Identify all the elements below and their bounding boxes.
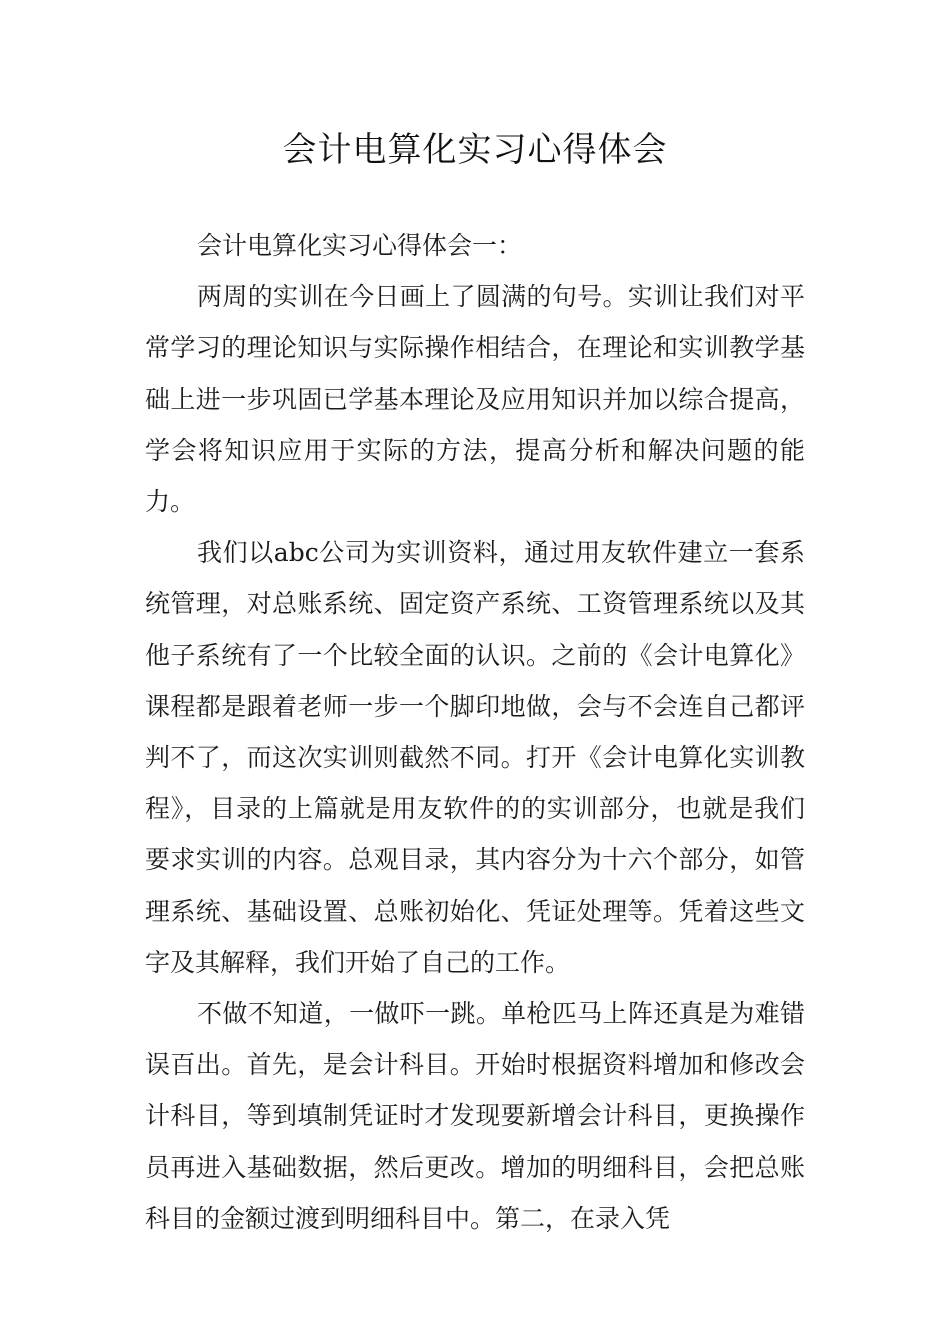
paragraph: 我们以abc公司为实训资料，通过用友软件建立一套系统管理，对总账系统、固定资产系统、工资管理系统以及其他子系统有了一个比较全面的认识。之前的《会计电算化》课程都是跟着老师一步一个脚印地做，会与不会连自己都评判不了，而这次实训则截然不同。打开《会计电算化实训教程》，目录的上篇就是用友软件的的实训部分，也就是我们要求实训的内容。总观目录，其内容分为十六个部分，如管理系统、基础设置、总账初始化、凭证处理等。凭着这些文字及其解释，我们开始了自己的工作。 bbox=[145, 538, 805, 977]
paragraph: 两周的实训在今日画上了圆满的句号。实训让我们对平常学习的理论知识与实际操作相结合，在理论和实训教学基础上进一步巩固已学基本理论及应用知识并加以综合提高，学会将知识应用于实际的方法，提高分析和解决问题的能力。 bbox=[145, 282, 805, 517]
paragraph-heading: 会计电算化实习心得体会一： bbox=[197, 231, 523, 260]
document-title: 会计电算化实习心得体会 bbox=[282, 130, 668, 170]
document-body bbox=[145, 220, 805, 1244]
paragraph: 不做不知道，一做吓一跳。单枪匹马上阵还真是为难错误百出。首先，是会计科目。开始时根据资料增加和修改会计科目，等到填制凭证时才发现要新增会计科目，更换操作员再进入基础数据，然后更改。增加的明细科目，会把总账科目的金额过渡到明细科目中。第二，在录入凭 bbox=[145, 999, 805, 1233]
